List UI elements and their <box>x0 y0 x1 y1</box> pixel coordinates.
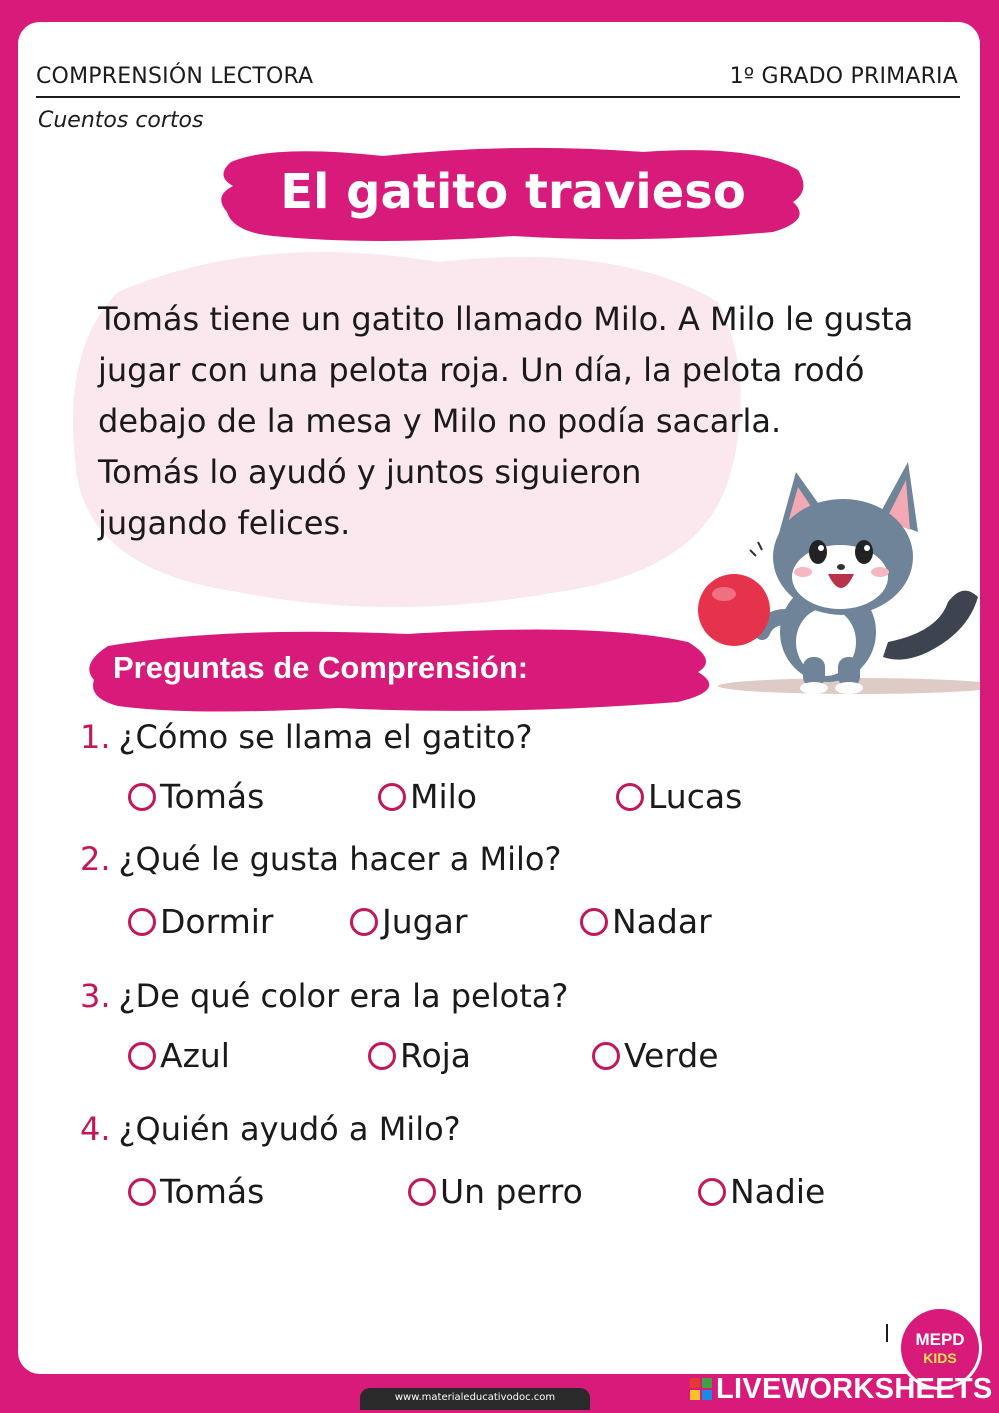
option-q2-b[interactable] <box>350 902 467 941</box>
option-q2-a[interactable] <box>128 902 273 941</box>
question-text: ¿De qué color era la pelota? <box>118 977 569 1015</box>
story-line: jugar con una pelota roja. Un día, la pelota rodó <box>98 351 865 389</box>
liveworksheets-icon <box>690 1378 712 1400</box>
radio-circle-icon[interactable] <box>698 1178 726 1206</box>
story-line: Tomás tiene un gatito llamado Milo. A Milo le gusta <box>98 300 914 338</box>
header-divider <box>36 96 960 98</box>
option-q3-b[interactable] <box>368 1036 471 1075</box>
option-label: Jugar <box>382 902 468 941</box>
radio-circle-icon[interactable] <box>368 1042 396 1070</box>
option-label: Lucas <box>648 777 743 816</box>
option-q3-a[interactable] <box>128 1036 230 1075</box>
story-line: debajo de la mesa y Milo no podía sacarla. <box>98 402 782 440</box>
question-text: ¿Quién ayudó a Milo? <box>118 1110 461 1148</box>
radio-circle-icon[interactable] <box>128 783 156 811</box>
radio-circle-icon[interactable] <box>128 908 156 936</box>
radio-circle-icon[interactable] <box>592 1042 620 1070</box>
question-2 <box>80 840 561 878</box>
question-1 <box>80 718 532 756</box>
option-label: Nadie <box>730 1172 826 1211</box>
worksheet-title: El gatito travieso <box>280 164 746 220</box>
option-label: Dormir <box>160 902 274 941</box>
radio-circle-icon[interactable] <box>580 908 608 936</box>
option-q4-b[interactable] <box>408 1172 583 1211</box>
option-q4-a[interactable] <box>128 1172 264 1211</box>
radio-circle-icon[interactable] <box>378 783 406 811</box>
option-q3-c[interactable] <box>592 1036 719 1075</box>
question-number: 3. <box>80 977 111 1015</box>
radio-circle-icon[interactable] <box>350 908 378 936</box>
section-title: Preguntas de Comprensión: <box>113 650 529 685</box>
story-line: jugando felices. <box>98 504 351 542</box>
option-label: Tomás <box>160 777 265 816</box>
option-q1-b[interactable] <box>378 777 477 816</box>
option-label: Roja <box>400 1036 472 1075</box>
option-label: Nadar <box>612 902 712 941</box>
header-subject: COMPRENSIÓN LECTORA <box>36 64 314 89</box>
brand-text: LIVEWORKSHEETS <box>716 1372 993 1405</box>
radio-circle-icon[interactable] <box>616 783 644 811</box>
logo-text: MEPD <box>915 1330 965 1349</box>
header-grade: 1º GRADO PRIMARIA <box>729 64 958 89</box>
logo-text: KIDS <box>923 1350 957 1366</box>
option-label: Un perro <box>440 1172 583 1211</box>
option-q2-c[interactable] <box>580 902 712 941</box>
option-label: Tomás <box>160 1172 265 1211</box>
question-number: 1. <box>80 718 111 756</box>
liveworksheets-brand[interactable] <box>690 1372 993 1406</box>
option-q4-c[interactable] <box>698 1172 825 1211</box>
question-4 <box>80 1110 461 1148</box>
option-label: Azul <box>160 1036 230 1075</box>
question-number: 4. <box>80 1110 111 1148</box>
footer-site[interactable]: www.materialeducativodoc.com <box>360 1388 590 1410</box>
question-3 <box>80 977 568 1015</box>
question-text: ¿Qué le gusta hacer a Milo? <box>118 840 562 878</box>
radio-circle-icon[interactable] <box>128 1042 156 1070</box>
option-q1-a[interactable] <box>128 777 264 816</box>
question-number: 2. <box>80 840 111 878</box>
page-marker <box>886 1324 888 1342</box>
radio-circle-icon[interactable] <box>408 1178 436 1206</box>
option-q1-c[interactable] <box>616 777 742 816</box>
question-text: ¿Cómo se llama el gatito? <box>118 718 533 756</box>
option-label: Verde <box>624 1036 719 1075</box>
option-label: Milo <box>410 777 477 816</box>
story-line: Tomás lo ayudó y juntos siguieron <box>98 453 642 491</box>
radio-circle-icon[interactable] <box>128 1178 156 1206</box>
worksheet-page <box>18 22 980 1374</box>
subtitle: Cuentos cortos <box>38 108 204 133</box>
